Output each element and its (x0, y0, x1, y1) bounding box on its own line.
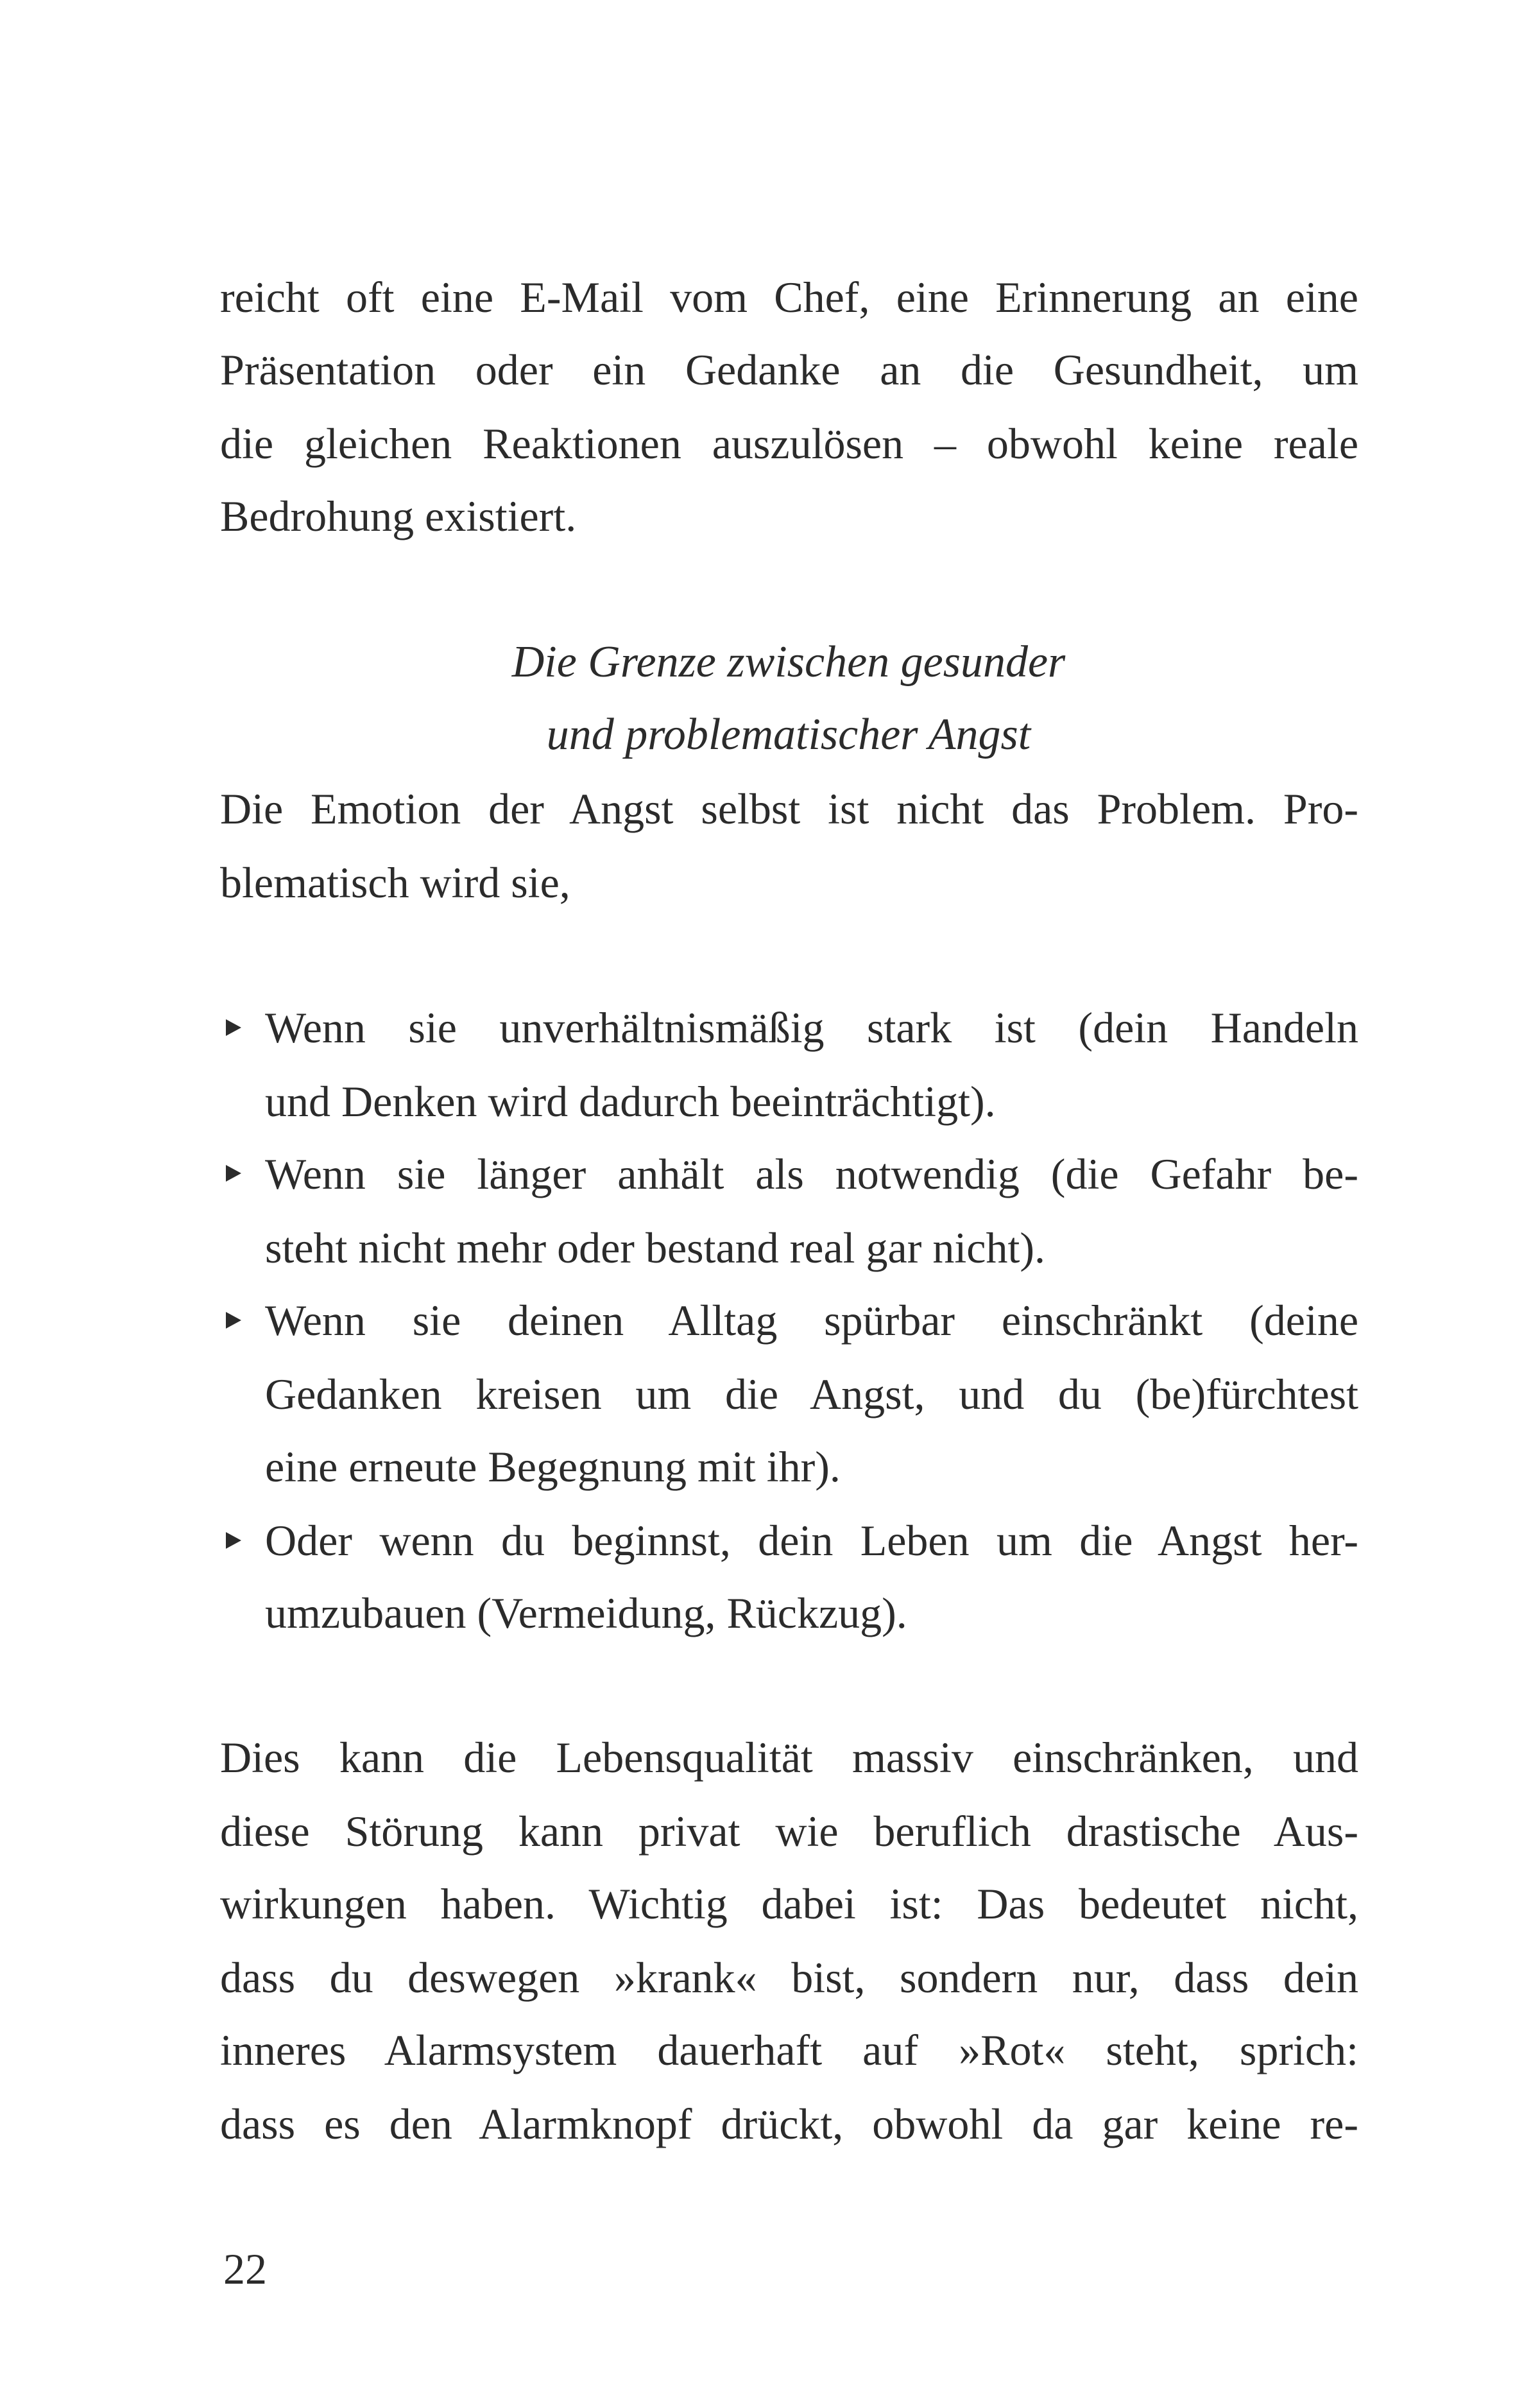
text-line: blematisch wird sie, (220, 858, 570, 907)
text-line: dass du deswegen »krank« bist, sondern nur, dass dein (220, 1953, 1358, 2002)
triangle-bullet-icon (226, 1532, 241, 1549)
text-line: Die Emotion der Angst selbst ist nicht das Problem. Pro- (220, 784, 1358, 833)
text-line: Gedanken kreisen um die Angst, und du (be)fürchtest (265, 1370, 1358, 1418)
heading-line: Die Grenze zwischen gesunder (511, 637, 1066, 687)
text-line: inneres Alarmsystem dauerhaft auf »Rot« steht, sprich: (220, 2026, 1358, 2074)
page-number: 22 (223, 2245, 267, 2293)
text-line: Wenn sie deinen Alltag spürbar einschränkt (deine (265, 1296, 1358, 1345)
triangle-bullet-icon (226, 1019, 241, 1036)
text-line: Bedrohung existiert. (220, 492, 577, 540)
triangle-bullet-icon (226, 1165, 241, 1182)
heading-line: und problematischer Angst (546, 710, 1031, 759)
text-line: diese Störung kann privat wie beruflich drastische Aus- (220, 1807, 1358, 1856)
triangle-bullet-icon (226, 1312, 241, 1329)
text-line: steht nicht mehr oder bestand real gar nicht). (265, 1223, 1045, 1272)
text-line: reicht oft eine E-Mail vom Chef, eine Erinnerung an eine (220, 273, 1358, 322)
text-line: Oder wenn du beginnst, dein Leben um die Angst her- (265, 1516, 1358, 1565)
text-line: die gleichen Reaktionen auszulösen – obwohl keine reale (220, 419, 1358, 468)
text-line: Dies kann die Lebensqualität massiv einschränken, und (220, 1733, 1358, 1782)
text-line: Wenn sie länger anhält als notwendig (die Gefahr be- (265, 1150, 1358, 1198)
text-line: Wenn sie unverhältnismäßig stark ist (dein Handeln (265, 1003, 1358, 1052)
text-line: und Denken wird dadurch beeinträchtigt). (265, 1077, 996, 1126)
text-line: umzubauen (Vermeidung, Rückzug). (265, 1589, 907, 1637)
text-line: eine erneute Begegnung mit ihr). (265, 1442, 841, 1491)
text-line: Präsentation oder ein Gedanke an die Gesundheit, um (220, 345, 1358, 394)
text-line: dass es den Alarmknopf drückt, obwohl da gar keine re- (220, 2099, 1358, 2148)
text-line: wirkungen haben. Wichtig dabei ist: Das bedeutet nicht, (220, 1879, 1358, 1928)
